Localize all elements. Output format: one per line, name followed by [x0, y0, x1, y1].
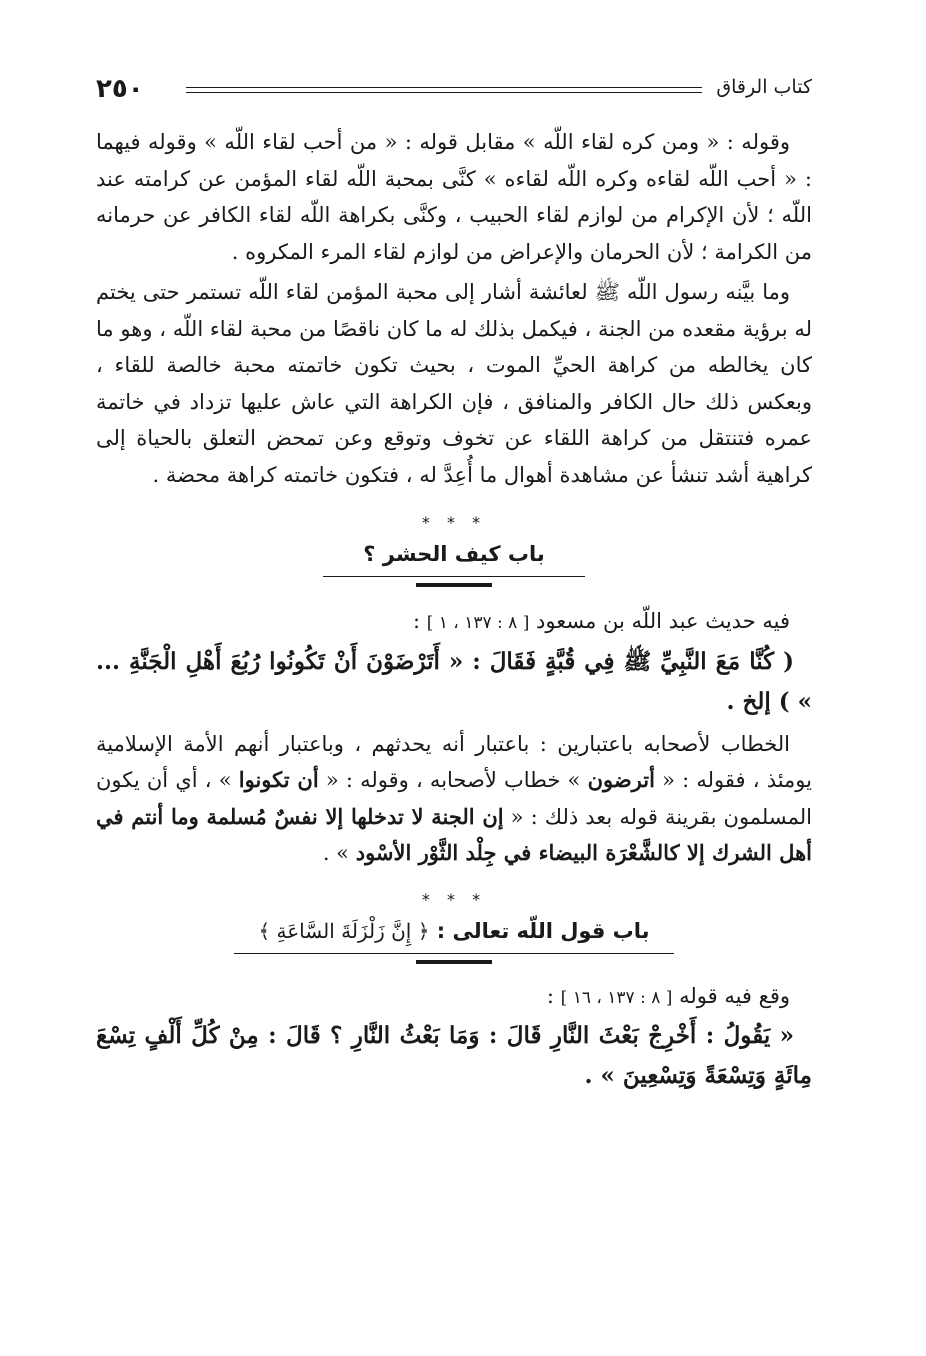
commentary-text: » ، أي أن يكون المسلمون بقرينة قوله بعد ذلك : «	[96, 768, 812, 829]
hadith-intro-text: وقع فيه قوله	[679, 983, 790, 1008]
chapter-title-prefix: باب قول اللّه تعالى :	[436, 918, 650, 943]
quoted-term: أترضون	[587, 767, 655, 792]
quoted-hadith: إن الجنة لا تدخلها إلا نفسٌ مُسلمة وما أنتم في أهل الشرك إلا كالشَّعْرَة البيضاء في جِلْد الثَّوْر الأسْود	[96, 803, 812, 865]
commentary-text: » .	[322, 841, 350, 865]
chapter-title-rule	[416, 583, 492, 587]
commentary-paragraph-2: وما بيَّنه رسول اللّه ﷺ لعائشة أشار إلى محبة المؤمن لقاء اللّه تستمر حتى يختم له برؤية مقعده من الجنة ، فيكمل بذلك له ما كان ناقصًا من محبة لقاء اللّه ، وهو ما كان يخالطه من كراهة الحيِّ الموت ، بحيث تكون خاتمته محبة خالصة للقاء ، وبعكس ذلك حال الكافر والمنافق ، فإن الكراهة التي عاش عليها تزداد في خاتمة عمره فتنتقل من كراهة اللقاء عن تخوف وتوقع وعن تمحض التعلق بالحياة إلى كراهية أشد تنشأ عن مشاهدة أهوال ما أُعِدَّ له ، فتكون خاتمته كراهة محضة .	[96, 280, 812, 487]
section-separator: * * *	[421, 889, 487, 909]
commentary-paragraph-3	[96, 726, 812, 872]
commentary-paragraph-1: وقوله : « ومن كره لقاء اللّه » مقابل قوله : « من أحب لقاء اللّه » وقوله فيهما : « أحب اللّه لقاءه وكره اللّه لقاءه » كنَّى بمحبة اللّه لقاء المؤمن عن كرامته عند اللّه ؛ لأن الإكرام من لوازم لقاء الحبيب ، وكنَّى بكراهة اللّه لقاء الكافر عن حرمانه من الكرامة ؛ لأن الحرمان والإعراض من لوازم لقاء المرء المكروه .	[96, 130, 812, 264]
hadith-reference: [ ٨ : ١٣٧ ، ١ ]	[426, 613, 530, 633]
hadith-text: « يَقُولُ : أَخْرِجْ بَعْثَ النَّارِ قَالَ : وَمَا بَعْثُ النَّارِ ؟ قَالَ : مِنْ كُلِّ أَلْفٍ تِسْعَ مِائَةٍ وَتِسْعَةً وَتِسْعِينَ » .	[96, 1022, 812, 1089]
commentary-text: » خطاب لأصحابه ، وقوله : «	[325, 768, 581, 792]
quran-verse: ﴿ إِنَّ زَلْزَلَةَ السَّاعَةِ ﴾	[258, 918, 430, 943]
commentary-text: الخطاب لأصحابه باعتبارين : باعتبار أنه يحدثهم ، وباعتبار أنهم الأمة الإسلامية يومئذ ، فقوله : «	[96, 731, 812, 792]
hadith-reference: [ ٨ : ١٣٧ ، ١٦ ]	[560, 987, 673, 1008]
header-rule	[186, 87, 702, 93]
chapter-heading-zalzala	[96, 919, 812, 964]
chapter-title	[234, 919, 673, 954]
hadith-text: ( كُنَّا مَعَ النَّبِيِّ ﷺ فِي قُبَّةٍ فَقَالَ : « أَتَرْضَوْنَ أَنْ تَكُونُوا رُبُعَ أَهْلِ الْجَنَّةِ ... » ) إلخ .	[96, 647, 812, 715]
section-separator: * * *	[421, 513, 487, 532]
quoted-term: أن تكونوا	[238, 767, 319, 792]
book-title: كتاب الرقاق	[716, 76, 812, 98]
hadith-intro-colon: :	[546, 983, 554, 1008]
hadith-intro	[96, 603, 812, 642]
running-header	[96, 62, 812, 102]
chapter-heading-hashr	[96, 542, 812, 587]
hadith-intro-text: فيه حديث عبد اللّه بن مسعود	[536, 609, 790, 633]
page-number: ٢٥٠	[96, 74, 144, 104]
chapter-title: باب كيف الحشر ؟	[323, 542, 584, 577]
hadith-intro	[96, 978, 812, 1017]
hadith-intro-colon: :	[412, 609, 421, 633]
chapter-title-rule	[416, 960, 492, 964]
book-page	[96, 62, 812, 1096]
